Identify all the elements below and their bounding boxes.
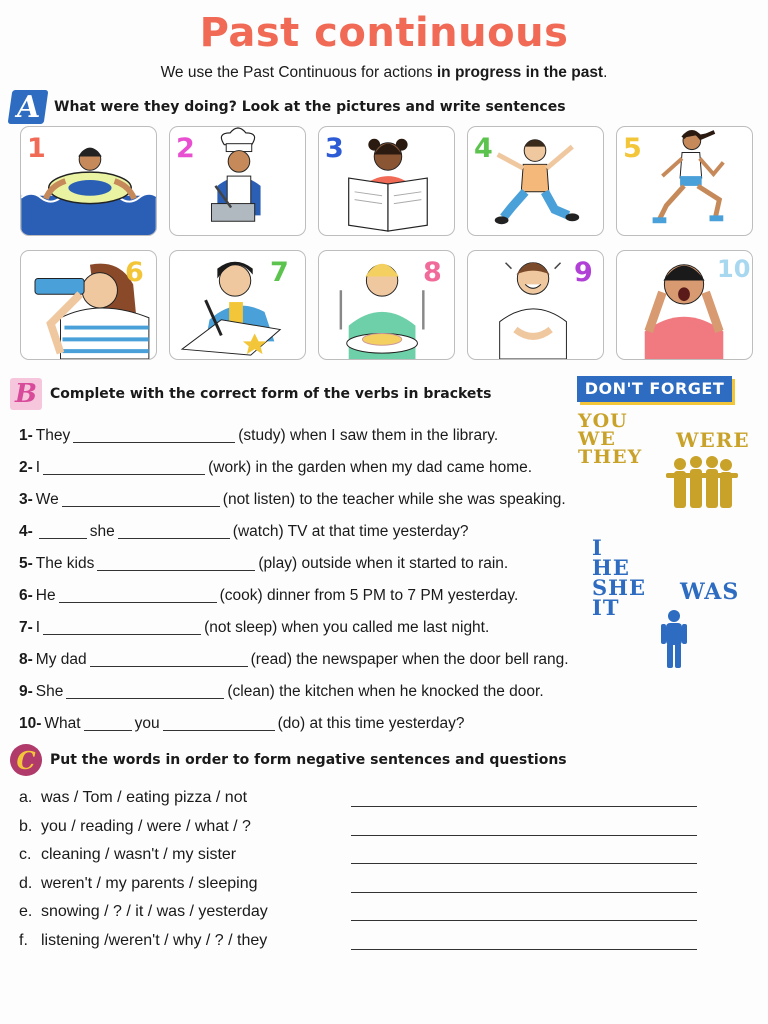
group-people-icon xyxy=(666,456,738,508)
picture-8-eating xyxy=(318,250,455,360)
item-words: you / reading / were / what / ? xyxy=(41,817,251,835)
picture-number: 5 xyxy=(623,133,642,164)
exercise-b-list xyxy=(19,420,619,740)
item-words: was / Tom / eating pizza / not xyxy=(41,789,248,807)
item-number: 1- xyxy=(19,427,33,444)
exercise-c-item xyxy=(19,841,709,870)
answer-blank[interactable] xyxy=(163,717,275,731)
item-letter: d. xyxy=(19,874,33,892)
item-number: 8- xyxy=(19,651,33,668)
picture-number: 3 xyxy=(325,133,344,164)
item-letter: c. xyxy=(19,846,32,864)
exercise-b-item xyxy=(19,708,619,740)
answer-line[interactable] xyxy=(351,932,697,950)
item-text: you xyxy=(134,715,160,732)
exercise-c-item xyxy=(19,813,709,842)
item-text: (not sleep) when you called me last night. xyxy=(204,619,490,636)
section-c-badge: C xyxy=(10,744,42,776)
section-c-instruction: Put the words in order to form negative sentences and questions xyxy=(50,752,567,768)
exercise-b-item xyxy=(19,452,619,484)
item-letter: f. xyxy=(19,931,28,949)
section-b-header xyxy=(10,378,491,410)
answer-line[interactable] xyxy=(351,846,697,864)
section-b-badge: B xyxy=(10,378,42,410)
item-text: I xyxy=(35,619,41,636)
item-number: 3- xyxy=(19,491,33,508)
section-a-badge: A xyxy=(8,90,49,124)
dont-forget-label: DON'T FORGET xyxy=(577,376,732,402)
exercise-c-list xyxy=(19,784,709,955)
exercise-b-item xyxy=(19,644,619,676)
section-a-header xyxy=(10,90,566,124)
item-words: weren't / my parents / sleeping xyxy=(41,874,258,892)
item-text: My dad xyxy=(35,651,87,668)
answer-blank[interactable] xyxy=(39,525,87,539)
picture-number: 2 xyxy=(176,133,195,164)
plural-verb: WERE xyxy=(676,428,750,452)
exercise-b-item xyxy=(19,580,619,612)
answer-blank[interactable] xyxy=(43,621,201,635)
plural-pronouns: YOU WE THEY xyxy=(578,410,643,469)
picture-5-running xyxy=(616,126,753,236)
item-text: I xyxy=(35,459,41,476)
item-text: she xyxy=(89,523,115,540)
intro-text: We use the Past Continuous for actions in progress in the past. xyxy=(160,64,608,81)
exercise-c-item xyxy=(19,927,709,956)
picture-7-drawing xyxy=(169,250,306,360)
answer-blank[interactable] xyxy=(90,653,248,667)
answer-blank[interactable] xyxy=(59,589,217,603)
picture-number: 6 xyxy=(125,257,144,288)
exercise-c-item xyxy=(19,898,709,927)
item-number: 9- xyxy=(19,683,33,700)
item-text: (watch) TV at that time yesterday? xyxy=(232,523,469,540)
exercise-b-item xyxy=(19,676,619,708)
answer-blank[interactable] xyxy=(84,717,132,731)
item-text: (clean) the kitchen when he knocked the door. xyxy=(227,683,544,700)
exercise-b-item xyxy=(19,548,619,580)
item-number: 4- xyxy=(19,523,33,540)
answer-blank[interactable] xyxy=(97,557,255,571)
item-text: What xyxy=(44,715,81,732)
page-title: Past continuous xyxy=(199,10,569,56)
item-letter: a. xyxy=(19,789,33,807)
answer-line[interactable] xyxy=(351,875,697,893)
singular-pronouns: I HE SHE IT xyxy=(592,535,647,620)
picture-3-reading xyxy=(318,126,455,236)
answer-line[interactable] xyxy=(351,903,697,921)
picture-6-drinking xyxy=(20,250,157,360)
picture-number: 8 xyxy=(423,257,442,288)
item-number: 10- xyxy=(19,715,42,732)
picture-1-swimming xyxy=(20,126,157,236)
answer-blank[interactable] xyxy=(66,685,224,699)
picture-number: 9 xyxy=(574,257,593,288)
picture-4-jumping xyxy=(467,126,604,236)
item-number: 5- xyxy=(19,555,33,572)
picture-grid xyxy=(20,126,750,360)
answer-blank[interactable] xyxy=(43,461,205,475)
item-number: 2- xyxy=(19,459,33,476)
item-text: She xyxy=(35,683,64,700)
item-text: He xyxy=(35,587,56,604)
answer-blank[interactable] xyxy=(62,493,220,507)
item-letter: b. xyxy=(19,817,33,835)
item-number: 6- xyxy=(19,587,33,604)
answer-line[interactable] xyxy=(351,789,697,807)
item-text: (read) the newspaper when the door bell rang. xyxy=(250,651,569,668)
picture-9-laughing xyxy=(467,250,604,360)
exercise-c-item xyxy=(19,784,709,813)
section-a-instruction: What were they doing? Look at the pictures and write sentences xyxy=(54,99,566,115)
answer-blank[interactable] xyxy=(118,525,230,539)
item-text: (do) at this time yesterday? xyxy=(277,715,465,732)
answer-line[interactable] xyxy=(351,818,697,836)
item-number: 7- xyxy=(19,619,33,636)
exercise-c-item xyxy=(19,870,709,899)
item-text: (play) outside when it started to rain. xyxy=(258,555,509,572)
item-text: (work) in the garden when my dad came home. xyxy=(208,459,533,476)
exercise-b-item xyxy=(19,484,619,516)
exercise-b-item xyxy=(19,420,619,452)
section-c-header xyxy=(10,744,567,776)
item-words: snowing / ? / it / was / yesterday xyxy=(41,903,268,921)
picture-2-cooking xyxy=(169,126,306,236)
item-letter: e. xyxy=(19,903,33,921)
singular-verb: WAS xyxy=(680,579,740,605)
exercise-b-item xyxy=(19,516,619,548)
picture-number: 7 xyxy=(270,257,289,288)
section-b-instruction: Complete with the correct form of the verbs in brackets xyxy=(50,386,492,402)
item-text: The kids xyxy=(35,555,95,572)
item-text: (not listen) to the teacher while she was speaking. xyxy=(222,491,566,508)
picture-10-shouting xyxy=(616,250,753,360)
item-text: (cook) dinner from 5 PM to 7 PM yesterday. xyxy=(219,587,519,604)
picture-number: 4 xyxy=(474,133,493,164)
exercise-b-item xyxy=(19,612,619,644)
answer-blank[interactable] xyxy=(73,429,235,443)
item-words: listening /weren't / why / ? / they xyxy=(41,931,268,949)
item-text: We xyxy=(35,491,59,508)
picture-number: 1 xyxy=(27,133,46,164)
item-text: (study) when I saw them in the library. xyxy=(238,427,499,444)
item-text: They xyxy=(35,427,71,444)
picture-number: 10 xyxy=(717,255,751,283)
item-words: cleaning / wasn't / my sister xyxy=(41,846,237,864)
person-icon xyxy=(660,610,688,668)
